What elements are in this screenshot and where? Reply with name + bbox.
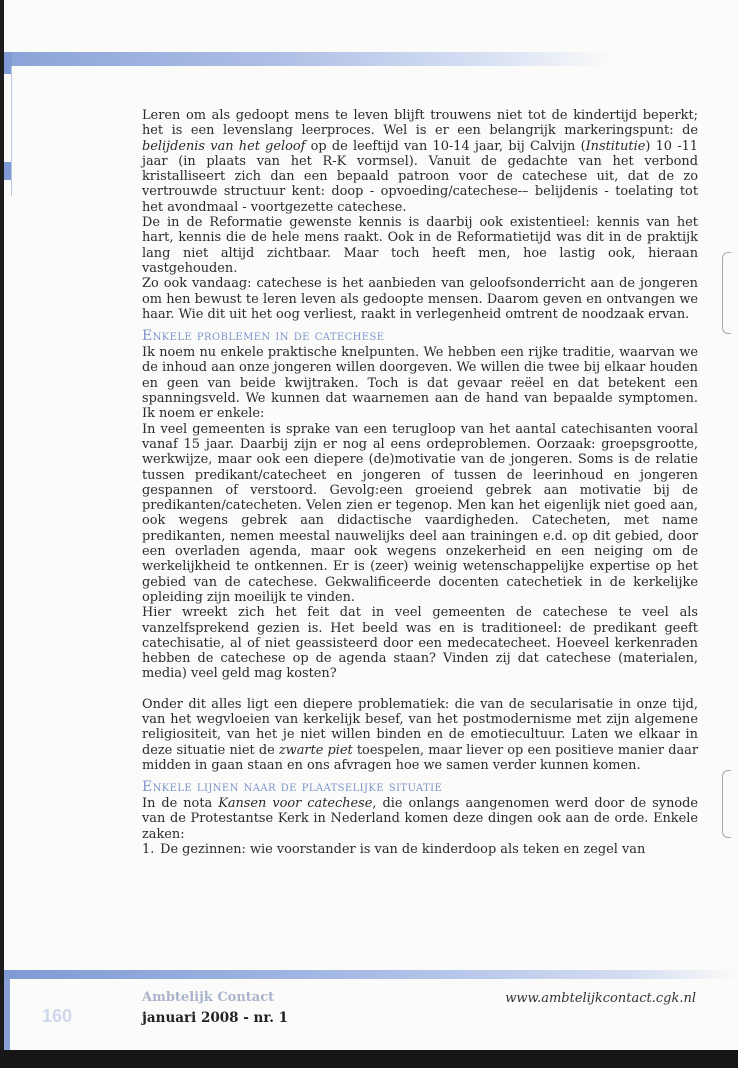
paragraph-5: In veel gemeenten is sprake van een terugloop van het aantal catechisanten vooral vanaf 15 jaar. Daarbij zijn er nog al eens ordeproblemen. Oorzaak: groepsgrootte, werkwijze, maar ook een diepere (de)motivatie van de jongeren. Soms is de relatie tussen predikant/catecheet en jongeren of tussen de leerinhoud en jongeren gespannen of verstoord. Gevolg:een groeiend gebrek aan motivatie bij de predikanten/catecheten. Velen zien er tegenop. Men kan het eigenlijk niet goed aan, ook wegens gebrek aan didactische vaardigheden. Catecheten, met name predikanten, nemen meestal nauwelijks deel aan trainingen e.d. op dit gebied, door een overladen agenda, maar ook wegens onzekerheid en een neiging om de werkelijkheid te ontkennen. Er is (zeer) weinig wetenschappelijke expertise op het gebied van de catechese. Gekwalificeerde docenten catechetiek in de kerkelijke opleiding zijn moeilijk te vinden.: [142, 421, 698, 605]
scan-edge-left: [0, 0, 4, 1068]
paragraph-6: Hier wreekt zich het feit dat in veel gemeenten de catechese te veel als vanzelfsprekend gezien is. Het beeld was en is traditioneel: de predikant geeft catechisatie, al of niet geassisteerd door een medecatecheet. Hoeveel kerkenraden hebben de catechese op de agenda staan? Vinden zij dat catechese (materialen, media) veel geld mag kosten?: [142, 605, 698, 682]
binder-clip-lower: [722, 770, 731, 838]
issue-date: januari 2008 - nr. 1: [142, 1010, 289, 1026]
margin-rule: [11, 66, 12, 196]
numbered-list: [142, 842, 698, 857]
journal-url: www.ambtelijkcontact.cgk.nl: [505, 991, 696, 1006]
paragraph-2: De in de Reformatie gewenste kennis is daarbij ook existentieel: kennis van het hart, kennis die de hele mens raakt. Ook in de Reformatietijd was dit in de praktijk lang niet altijd zichtbaar. Maar toch heeft men, hoe lastig ook, hieraan vastgehouden.: [142, 215, 698, 276]
list-item: [142, 842, 698, 857]
journal-title: Ambtelijk Contact: [142, 990, 275, 1005]
header-color-band: [4, 52, 614, 66]
paragraph-8: In de nota Kansen voor catechese, die onlangs aangenomen werd door de synode van de Protestantse Kerk in Nederland komen deze dingen ook aan de orde. Enkele zaken:: [142, 796, 699, 842]
paragraph-4: Ik noem nu enkele praktische knelpunten. We hebben een rijke traditie, waarvan we de inhoud aan onze jongeren willen doorgeven. We willen die twee bij elkaar houden en geen van beide kwijtraken. Toch is dat gevaar reëel en dat betekent een spanningsveld. We kunnen dat waarnemen aan de hand van bepaalde symptomen. Ik noem er enkele:: [142, 345, 698, 422]
article-body: [142, 108, 698, 857]
list-item-number: 1.: [142, 842, 155, 858]
scan-edge-bottom: [0, 1050, 738, 1068]
paragraph-1: Leren om als gedoopt mens te leven blijft trouwens niet tot de kindertijd beperkt; het is een levenslang leerproces. Wel is er een belangrijk markeringspunt: de belijdenis van het geloof op de leeftijd van 10-14 jaar, bij Calvijn (Institutie) 10 -11 jaar (in plaats van het R-K vormsel). Vanuit de gedachte van het verbond kristalliseert zich dan een bepaald patroon voor de catechese uit, dat de zo vertrouwde structuur kent: doop - opvoeding/catechese-– belijdenis - toelating tot het avondmaal - voortgezette catechese.: [142, 108, 698, 215]
paragraph-3: Zo ook vandaag: catechese is het aanbieden van geloofsonderricht aan de jongeren om hen bewust te leren leven als gedoopte mensen. Daarom geven en ontvangen we haar. Wie dit uit het oog verliest, raakt in verlegenheid omtrent de noodzaak ervan.: [142, 276, 698, 322]
list-item-text: De gezinnen: wie voorstander is van de kinderdoop als teken en zegel van: [160, 842, 646, 858]
paragraph-7: Onder dit alles ligt een diepere problematiek: die van de secularisatie in onze tijd, van het wegvloeien van kerkelijk besef, van het postmodernisme met zijn algemene religiositeit, van het je niet willen binden en de emotiecultuur. Laten we elkaar in deze situatie niet de zwarte piet toespelen, maar liever op een positieve manier daar midden in gaan staan en ons afvragen hoe we samen verder kunnen komen.: [142, 696, 698, 773]
footer-color-band: [4, 970, 738, 979]
section-heading-problems: Enkele problemen in de catechese: [142, 328, 385, 345]
section-heading-local-situation: Enkele lijnen naar de plaatselijke situatie: [142, 779, 443, 796]
binder-clip-upper: [722, 252, 731, 334]
footer-left-bar: [4, 979, 10, 1050]
page-number: 160: [42, 1006, 73, 1026]
